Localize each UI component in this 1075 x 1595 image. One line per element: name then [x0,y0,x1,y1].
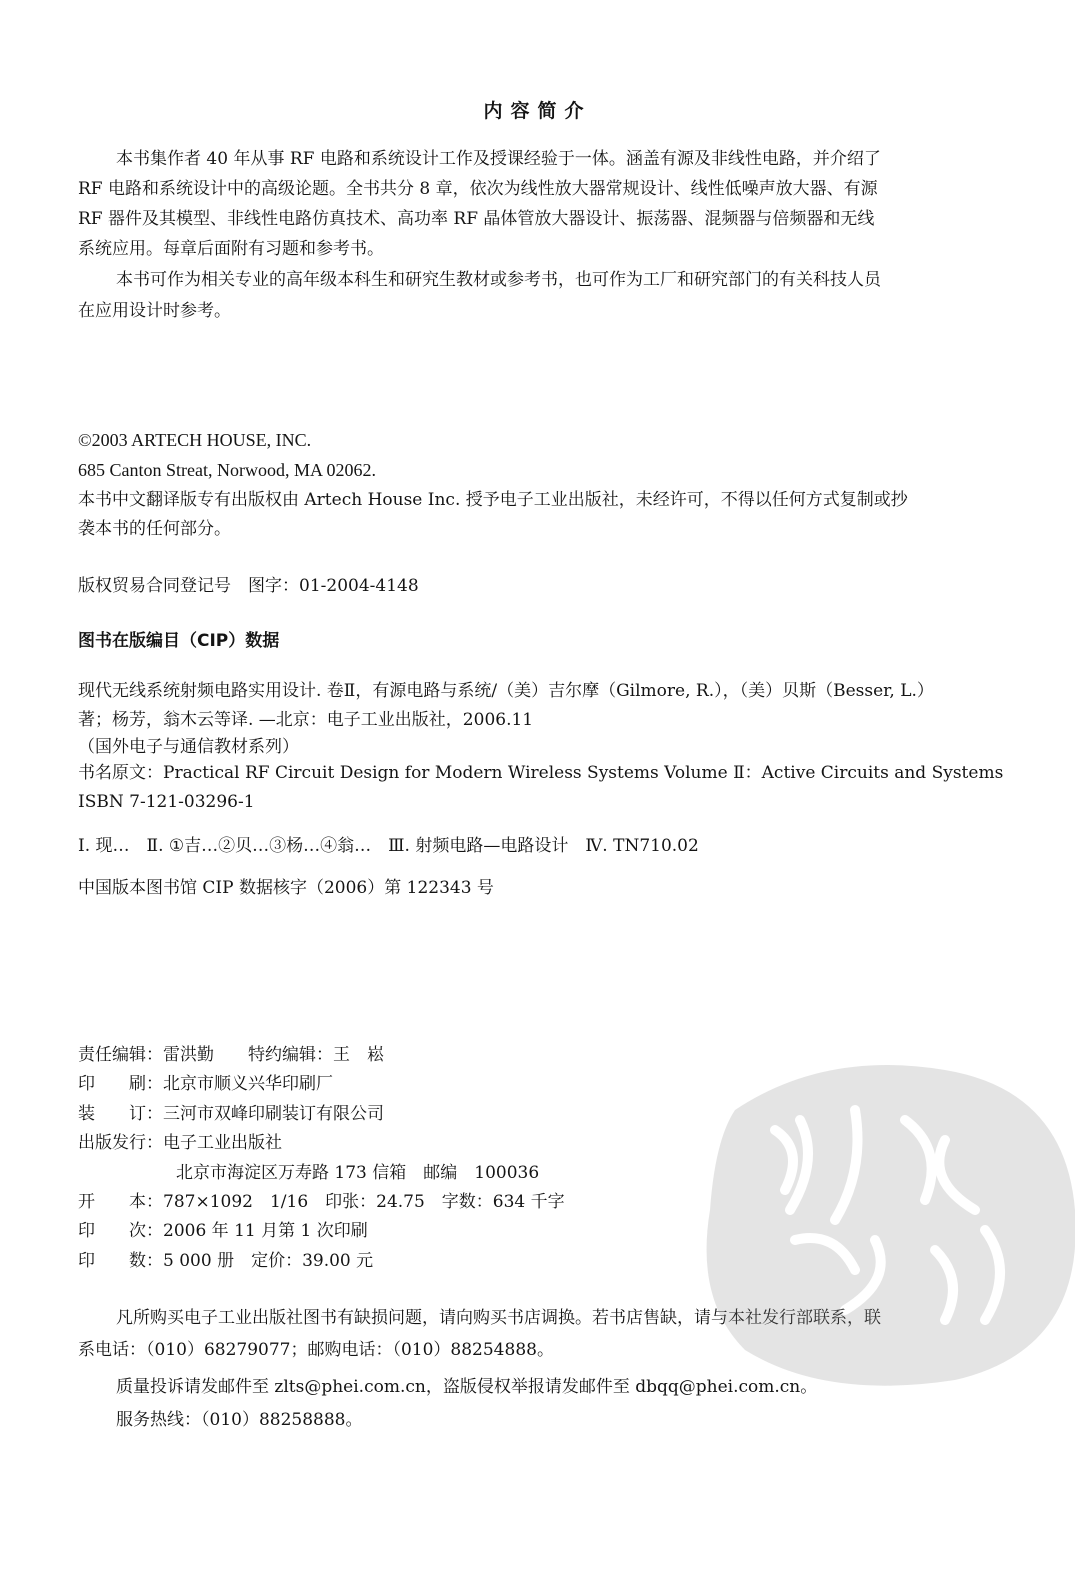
imprint-value: 电子工业出版社 [163,1133,282,1153]
cip-line: 现代无线系统射频电路实用设计. 卷Ⅱ，有源电路与系统/（美）吉尔摩（Gilmore, R.），（美）贝斯（Besser, L.） [78,681,934,701]
imprint-row [78,1128,282,1153]
imprint-value: 787×1092 1/16 印张：24.75 字数：634 千字 [163,1192,565,1212]
rights-statement: 袭本书的任何部分。 [78,519,231,539]
imprint-row [78,1069,333,1094]
imprint-row [78,1099,384,1124]
imprint-label: 印 次： [78,1221,163,1241]
imprint-value: 2006 年 11 月第 1 次印刷 [163,1221,368,1241]
isbn: ISBN 7-121-03296-1 [78,792,255,812]
cip-number: 中国版本图书馆 CIP 数据核字（2006）第 122343 号 [78,878,494,898]
summary-line: 本书可作为相关专业的高年级本科生和研究生教材或参考书，也可作为工厂和研究部门的有关科技人员 [116,270,881,290]
imprint-row [78,1246,373,1271]
notice-line: 质量投诉请发邮件至 zlts@phei.com.cn，盗版侵权举报请发邮件至 dbqq@phei.com.cn。 [116,1377,818,1397]
publisher-address: 685 Canton Streat, Norwood, MA 02062. [78,460,376,480]
summary-line: 在应用设计时参考。 [78,301,231,321]
summary-line: 本书集作者 40 年从事 RF 电路和系统设计工作及授课经验于一体。涵盖有源及非线性电路，并介绍了 [116,149,881,169]
imprint-value: 5 000 册 定价：39.00 元 [163,1251,374,1271]
imprint-value: 北京市顺义兴华印刷厂 [163,1074,333,1094]
imprint-label: 出版发行： [78,1133,163,1153]
imprint-label: 印 数： [78,1251,163,1271]
cip-line: 书名原文：Practical RF Circuit Design for Modern Wireless Systems Volume Ⅱ：Active Circuits and Systems [78,763,1004,783]
imprint-value: 北京市海淀区万寿路 173 信箱 邮编 100036 [176,1163,540,1183]
notice-line: 系电话：（010）68279077；邮购电话：（010）88254888。 [78,1340,554,1360]
page-title: 内容简介 [483,100,592,122]
imprint-label: 印 刷： [78,1074,163,1094]
seal-watermark [705,1050,1075,1390]
imprint-value: 三河市双峰印刷装订有限公司 [163,1104,384,1124]
imprint-value: 雷洪勤 特约编辑：王 崧 [163,1045,384,1065]
copyright-line: ©2003 ARTECH HOUSE, INC. [78,430,312,450]
imprint-label: 装 订： [78,1104,163,1124]
registration-number: 版权贸易合同登记号 图字：01-2004-4148 [78,576,419,596]
cip-line: （国外电子与通信教材系列） [78,737,299,757]
notice-line: 凡所购买电子工业出版社图书有缺损问题，请向购买书店调换。若书店售缺，请与本社发行部联系，联 [116,1308,881,1328]
summary-line: 系统应用。每章后面附有习题和参考书。 [78,239,384,259]
notice-line: 服务热线：（010）88258888。 [116,1410,363,1430]
imprint-row [78,1040,384,1065]
imprint-row [78,1216,368,1241]
rights-statement: 本书中文翻译版专有出版权由 Artech House Inc. 授予电子工业出版社，未经许可，不得以任何方式复制或抄 [78,490,908,510]
cip-line: 著；杨芳，翁木云等译. —北京：电子工业出版社，2006.11 [78,710,534,730]
summary-line: RF 器件及其模型、非线性电路仿真技术、高功率 RF 晶体管放大器设计、振荡器、混频器与倍频器和无线 [78,209,875,229]
cip-heading: 图书在版编目（CIP）数据 [78,631,280,651]
imprint-label: 开 本： [78,1192,163,1212]
cip-classification: Ⅰ. 现… Ⅱ. ①吉…②贝…③杨…④翁… Ⅲ. 射频电路—电路设计 Ⅳ. TN710.02 [78,836,699,856]
imprint-row [176,1158,539,1183]
summary-line: RF 电路和系统设计中的高级论题。全书共分 8 章，依次为线性放大器常规设计、线性低噪声放大器、有源 [78,179,878,199]
imprint-row [78,1187,565,1212]
imprint-label: 责任编辑： [78,1045,163,1065]
